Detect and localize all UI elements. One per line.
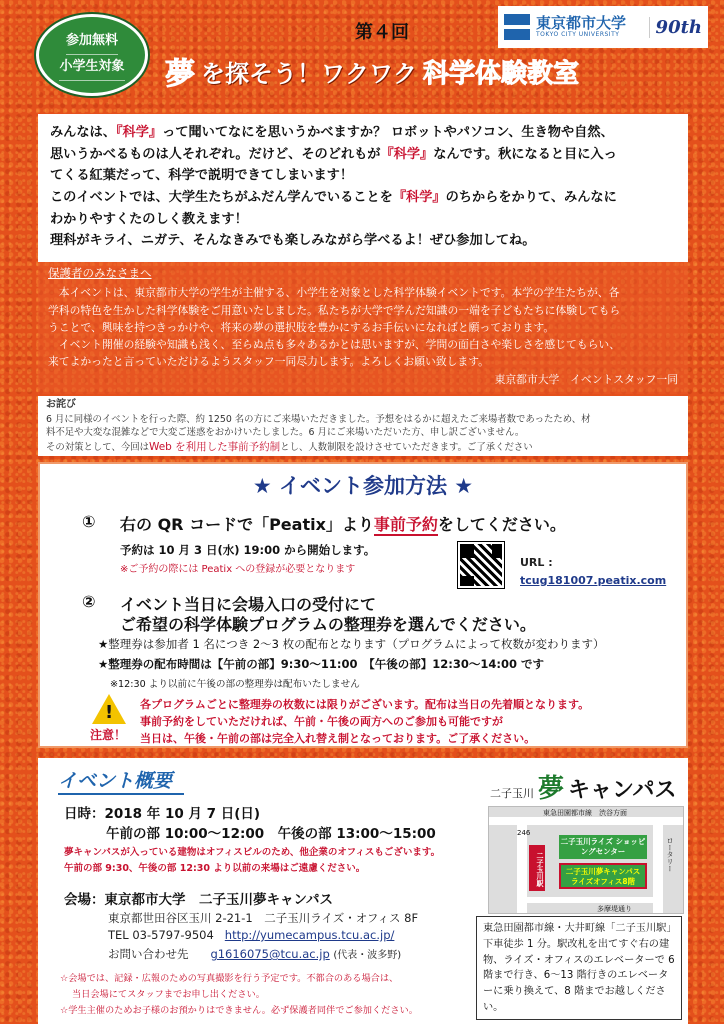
title-yume: 夢	[165, 57, 195, 92]
early-arrival-note: 午前の部 9:30、午後の部 12:30 より以前の来場はご遠慮ください。	[64, 863, 366, 874]
step-1-number: ①	[82, 512, 96, 531]
venue-tel: TEL 03-5797-9504	[108, 928, 214, 942]
warning-icon	[92, 694, 126, 724]
peatix-note: ※ご予約の際には Peatix への登録が必要となります	[120, 564, 356, 575]
university-name-jp: 東京都市大学	[536, 14, 627, 33]
anniversary-mark: 90th	[649, 17, 702, 38]
event-times: 午前の部 10:00～12:00 午後の部 13:00～15:00	[106, 826, 436, 842]
map-shopping-center: 二子玉川ライズ ショッピングセンター	[559, 835, 647, 859]
guardian-heading: 保護者のみなさまへ	[48, 266, 152, 280]
warning-line-2: 事前予約をしていただければ、午前・午後の両方へのご参加も可能ですが	[140, 715, 503, 728]
reservation-start: 予約は 10 月 3 日(水) 19:00 から開始します。	[120, 543, 376, 557]
inquiry-line	[108, 946, 401, 962]
map-campus-office: 二子玉川夢キャンパス ライズオフィス8階	[559, 863, 647, 889]
map-station: 二子玉川駅	[529, 845, 545, 891]
url-label: URL :	[520, 556, 553, 569]
participation-panel	[38, 462, 688, 748]
access-directions: 東急田園都市線・大井町線「二子玉川駅」下車徒歩 1 分。駅改札を出てすぐ右の建物、ライズ・オフィスのエレベーターで 6 階まで行き、6～13 階行きのエレベーターに乗り換えて、8 階までお越しください。	[476, 916, 682, 1020]
ticket-time-note: ★整理券の配布時間は【午前の部】9:30～11:00 【午後の部】12:30～14:00 です	[98, 657, 544, 671]
title-middle: を探そう！ワクワク	[201, 59, 417, 88]
inquiry-name: (代表・波多野)	[333, 950, 402, 961]
university-logo	[498, 6, 708, 48]
childcare-note: ☆学生主催のためお子様のお預かりはできません。必ず保護者同伴でご参加ください。	[60, 1005, 418, 1016]
apology-box: お詫び 6 月に同様のイベントを行った際、約 1250 名の方にご来場いただきました。予想をはるかに超えたご来場者数であったため、材 料不足や大変な混雑などで大変ご迷惑をおかけいたしました。6 月にご来場いただいた方、申し訳ございません。 その対策として、今回はWeb を利用した事前予約制とし、人数制限を設けさせていただきます。ご了承ください	[38, 396, 688, 456]
guardian-message: 保護者のみなさまへ 本イベントは、東京都市大学の学生が主催する、小学生を対象とした科学体験イベントです。本学の学生たちが、各 学科の特色を生かした科学体験をご用意いたしました。私たちが大学で学んだ知識の一端を子どもたちに体験してもら うことで、興味を持つきっかけや、将来の夢の選択肢を豊かにするお手伝いになればと願っております。 イベント開催の経験や知識も浅く、至らぬ点も多々あるかとは思いますが、学問の面白さや楽しさを感じてもらい、 来てよかったと言っていただけるようスタッフ一同尽力します。よろしくお願い致します。 東京都市大学 イベントスタッフ一同	[38, 262, 688, 394]
issue-number: 第４回	[355, 22, 409, 43]
map-tamazutsumi: 多摩堤通り	[597, 905, 632, 913]
map-rotary: ロータリー	[666, 837, 674, 872]
event-date: 日時：2018 年 10 月 7 日(日)	[64, 806, 261, 822]
university-mark-icon	[504, 14, 530, 40]
guardian-signature: 東京都市大学 イベントスタッフ一同	[494, 372, 678, 386]
step-1-text: 右の QR コードで「Peatix」より事前予約をしてください。	[120, 515, 566, 534]
participation-title: ★ イベント参加方法 ★	[252, 474, 474, 498]
university-name-en: TOKYO CITY UNIVERSITY	[536, 30, 620, 38]
title-classroom: 科学体験教室	[423, 58, 580, 89]
photo-note-2: 当日会場にてスタッフまでお申し出ください。	[72, 989, 265, 1000]
warning-line-1: 各プログラムごとに整理券の枚数には限りがございます。配布は当日の先着順となります。	[140, 698, 590, 711]
ticket-before-noon-note: ※12:30 より以前に午後の部の整理券は配布いたしません	[110, 679, 360, 690]
badge-free: 参加無料	[66, 29, 118, 55]
office-building-note: 夢キャンパスが入っている建物はオフィスビルのため、他企業のオフィスもございます。	[64, 847, 441, 858]
apology-heading: お詫び	[46, 399, 76, 410]
event-overview	[38, 758, 688, 1024]
qr-code-icon[interactable]	[458, 542, 504, 588]
venue-address: 東京都世田谷区玉川 2-21-1 二子玉川ライズ・オフィス 8F	[108, 911, 419, 925]
warning-line-3: 当日は、午後・午前の部は完全入れ替え制となっております。ご了承ください。	[140, 732, 536, 745]
map-route-246: 246	[517, 829, 531, 837]
step-2-number: ②	[82, 592, 96, 611]
ticket-count-note: ★整理券は参加者 1 名につき 2～3 枚の配布となります（プログラムによって枚数が変わります）	[98, 637, 605, 651]
map-railway-label: 東急田園都市線 渋谷方面	[543, 809, 627, 817]
inquiry-label: お問い合わせ先	[108, 947, 189, 961]
photo-note-1: ☆会場では、記録・広報のための写真撮影を行う予定です。不都合のある場合は、	[60, 973, 399, 984]
step-2-line-1: イベント当日に会場入口の受付にて	[120, 595, 377, 614]
access-map	[488, 806, 684, 914]
warning-label: 注意！	[90, 728, 127, 742]
venue: 会場：東京都市大学 二子玉川夢キャンパス	[64, 892, 334, 908]
step-2-line-2: ご希望の科学体験プログラムの整理券を選んでください。	[120, 615, 536, 634]
free-elementary-badge	[36, 14, 148, 96]
peatix-url-link[interactable]: tcug181007.peatix.com	[520, 574, 667, 587]
badge-target: 小学生対象	[59, 55, 124, 81]
page-title	[165, 50, 579, 92]
overview-title: イベント概要	[58, 766, 184, 795]
website-link[interactable]: http://yumecampus.tcu.ac.jp/	[224, 928, 395, 942]
venue-contact-line	[108, 928, 394, 942]
campus-logo: 二子玉川 夢 キャンパス	[490, 774, 677, 804]
inquiry-email-link[interactable]: g1616075@tcu.ac.jp	[210, 947, 330, 961]
intro-panel: みんなは、『科学』って聞いてなにを思いうかべますか？ ロボットやパソコン、生き物や自然、 思いうかべるものは人それぞれ。だけど、そのどれもが『科学』なんです。秋になると目に入っ てくる紅葉だって、科学で説明できてしまいます！ このイベントでは、大学生たちがふだん学んでいることを『科学』のちからをかりて、みんなに わかりやすくたのしく教えます！ 理科がキライ、ニガテ、そんなきみでも楽しみながら学べるよ！ぜひ参加してね。	[38, 114, 688, 262]
